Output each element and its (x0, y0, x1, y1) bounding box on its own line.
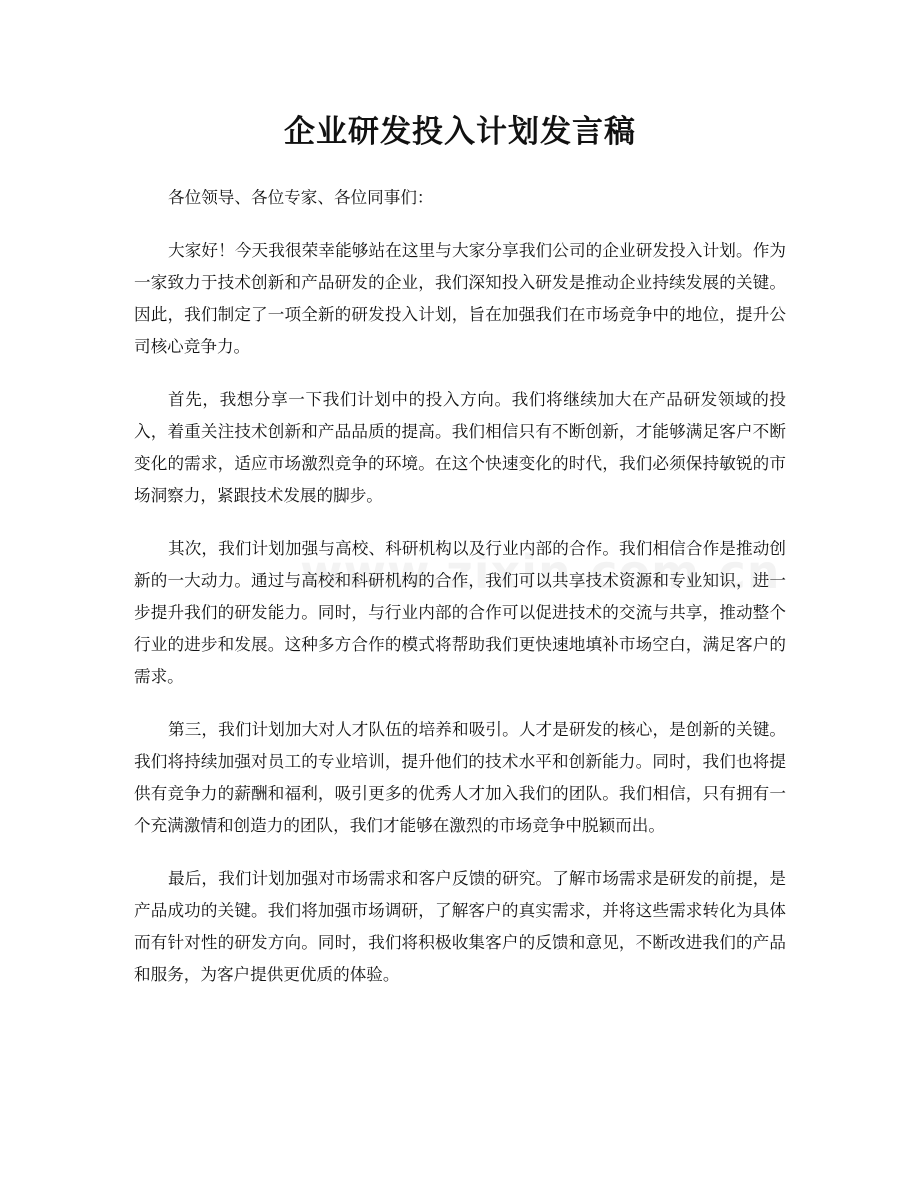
greeting-paragraph: 各位领导、各位专家、各位同事们： (168, 188, 434, 207)
document-body (134, 182, 786, 1012)
paragraph-cooperation: 其次，我们计划加强与高校、科研机构以及行业内部的合作。我们相信合作是推动创新的一大动力。通过与高校和科研机构的合作，我们可以共享技术资源和专业知识，进一步提升我们的研发能力。同时，与行业内部的合作可以促进技术的交流与共享，推动整个行业的进步和发展。这种多方合作的模式将帮助我们更快速地填补市场空白，满足客户的需求。 (134, 539, 786, 686)
paragraph-talent: 第三，我们计划加大对人才队伍的培养和吸引。人才是研发的核心，是创新的关键。我们将持续加强对员工的专业培训，提升他们的技术水平和创新能力。同时，我们也将提供有竞争力的薪酬和福利，吸引更多的优秀人才加入我们的团队。我们相信，只有拥有一个充满激情和创造力的团队，我们才能够在激烈的市场竞争中脱颖而出。 (134, 720, 786, 835)
paragraph-intro: 大家好！今天我很荣幸能够站在这里与大家分享我们公司的企业研发投入计划。作为一家致力于技术创新和产品研发的企业，我们深知投入研发是推动企业持续发展的关键。因此，我们制定了一项全新的研发投入计划，旨在加强我们在市场竞争中的地位，提升公司核心竞争力。 (134, 241, 786, 356)
paragraph-market-research: 最后，我们计划加强对市场需求和客户反馈的研究。了解市场需求是研发的前提，是产品成功的关键。我们将加强市场调研，了解客户的真实需求，并将这些需求转化为具体而有针对性的研发方向。同时，我们将积极收集客户的反馈和意见，不断改进我们的产品和服务，为客户提供更优质的体验。 (134, 869, 786, 984)
document-title: 企业研发投入计划发言稿 (284, 114, 636, 150)
paragraph-investment-direction: 首先，我想分享一下我们计划中的投入方向。我们将继续加大在产品研发领域的投入，着重关注技术创新和产品品质的提高。我们相信只有不断创新，才能够满足客户不断变化的需求，适应市场激烈竞争的环境。在这个快速变化的时代，我们必须保持敏锐的市场洞察力，紧跟技术发展的脚步。 (134, 390, 786, 505)
